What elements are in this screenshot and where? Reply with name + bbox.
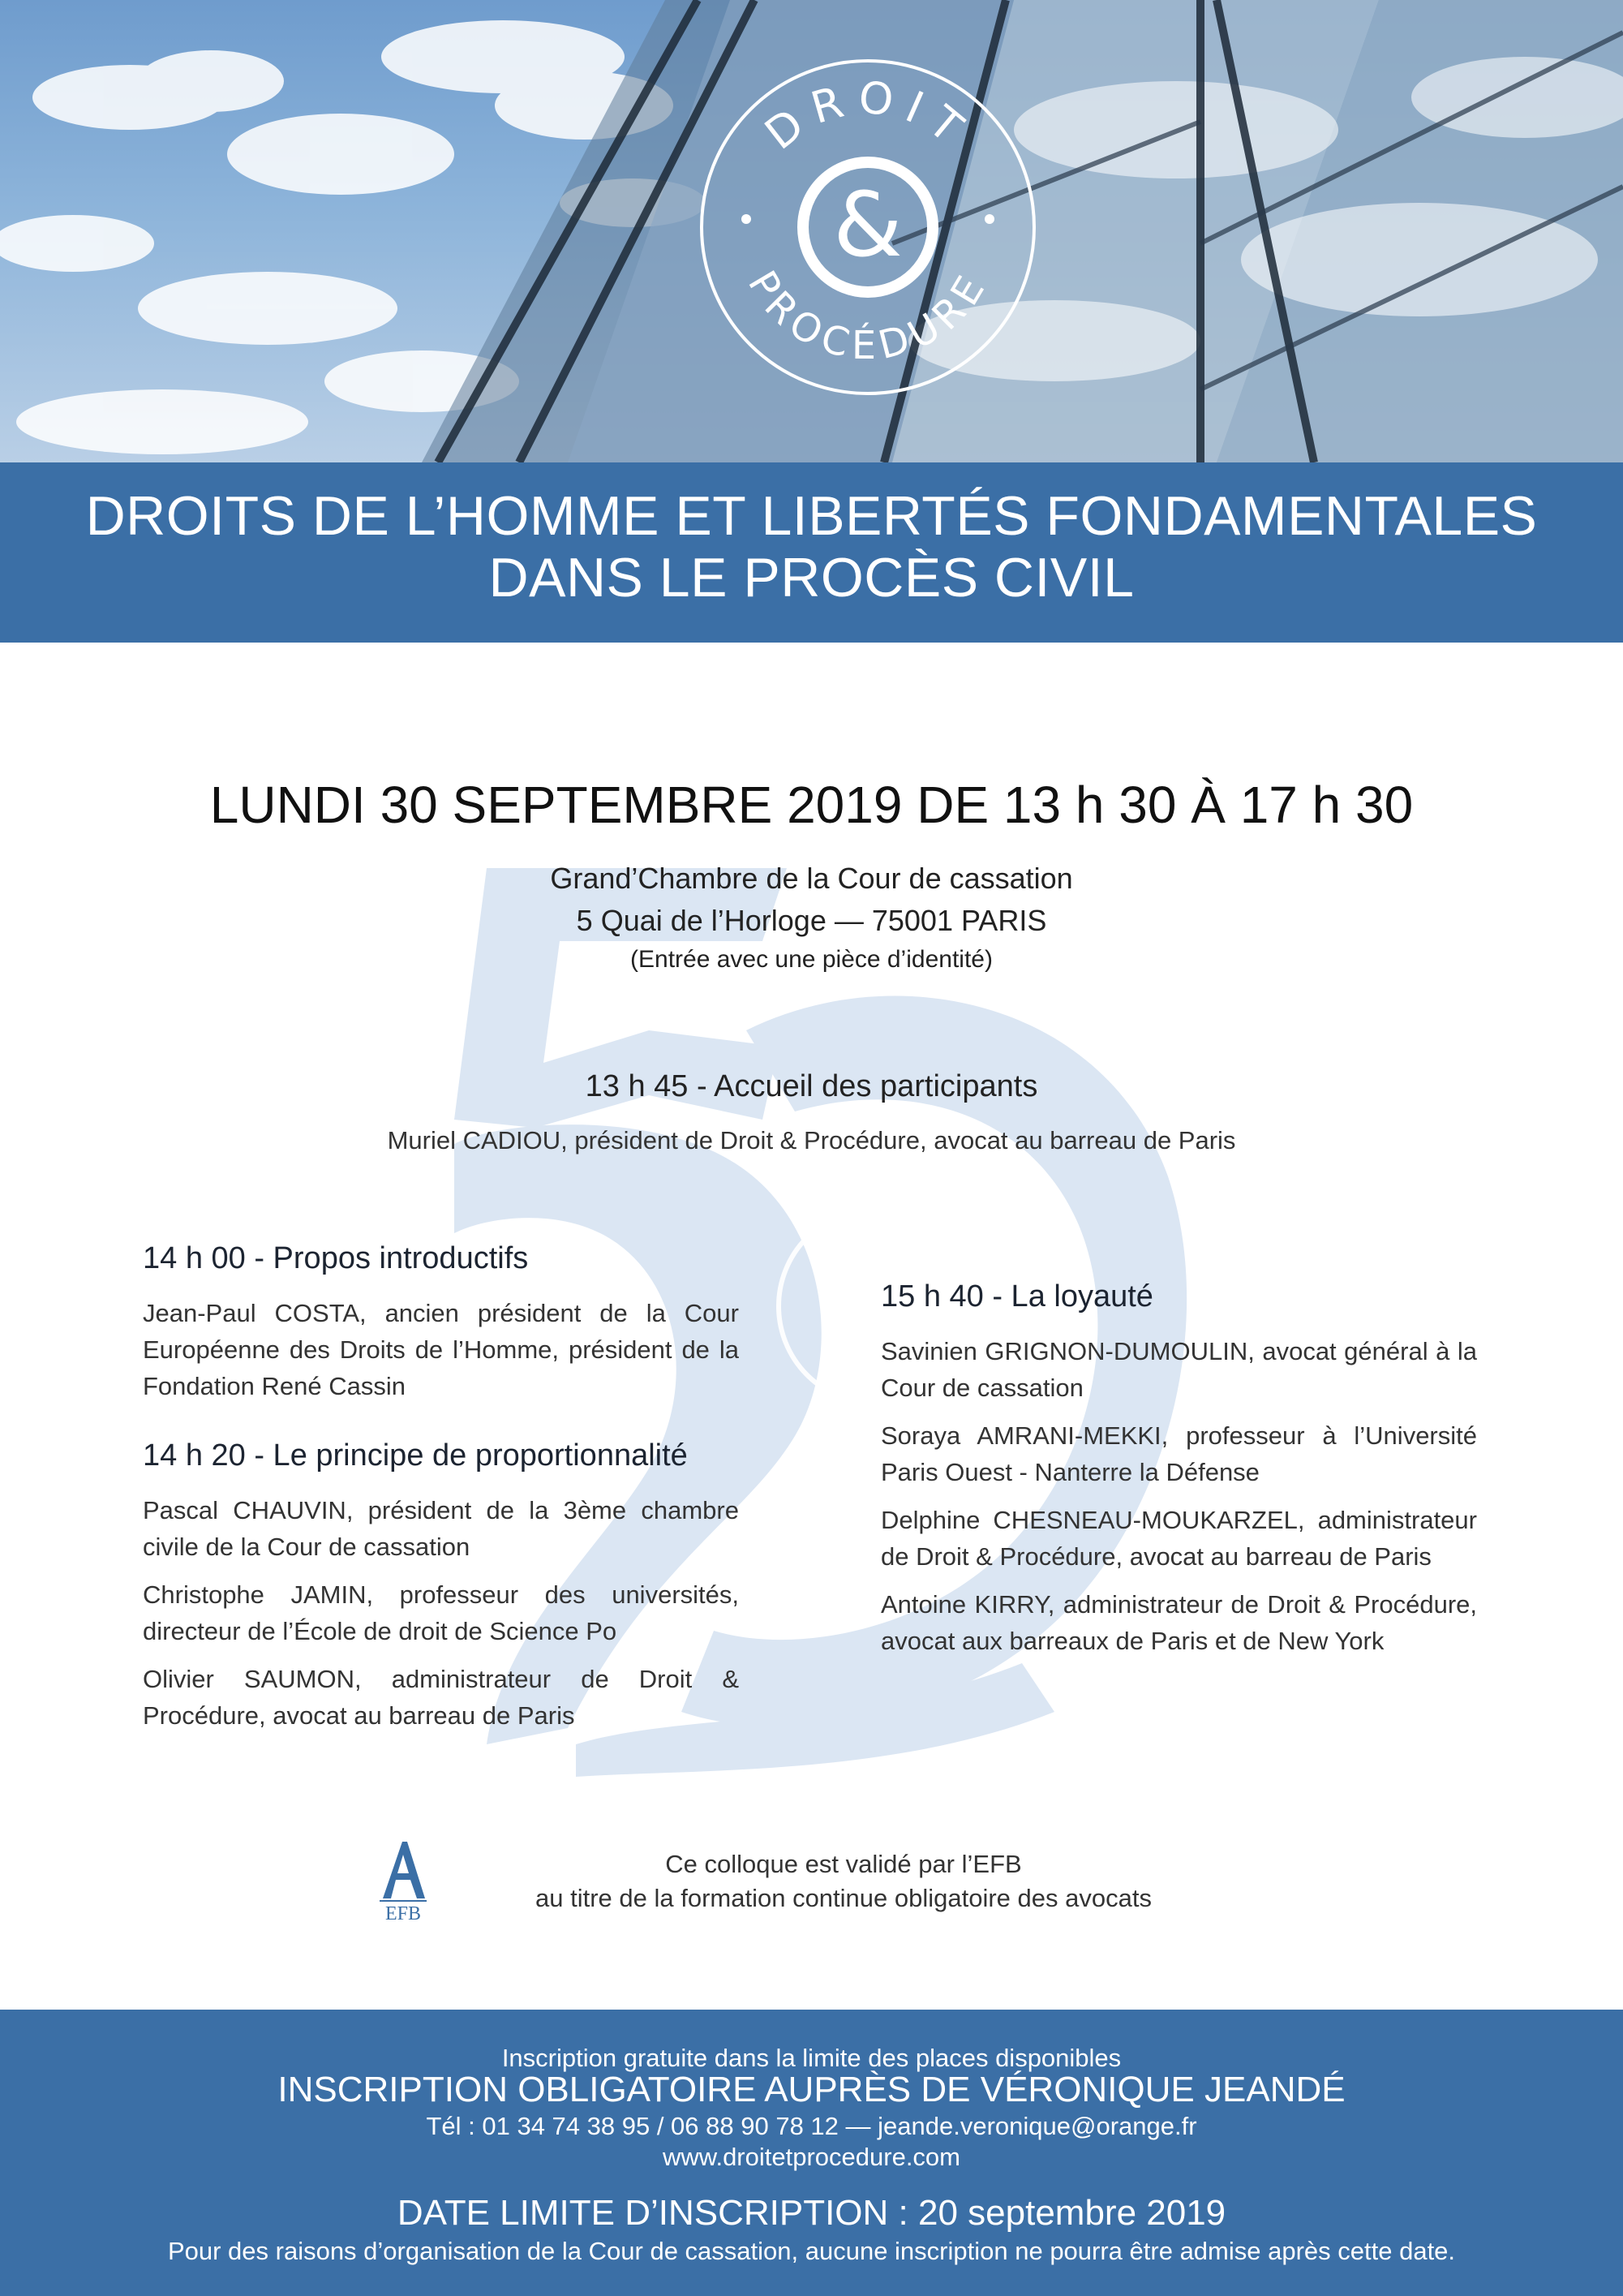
program-left-column (143, 1240, 739, 1745)
speaker-entry: Pascal CHAUVIN, président de la 3ème chambre civile de la Cour de cassation (143, 1496, 739, 1561)
logo-top-word: DROIT (755, 71, 981, 161)
droit-procedure-logo (698, 57, 1038, 398)
efb-training-text: au titre de la formation continue obligatoire des avocats (535, 1884, 1152, 1912)
venue-address: 5 Quai de l’Horloge — 75001 PARIS (576, 904, 1047, 937)
speaker-entry: Christophe JAMIN, professeur des universités, directeur de l’École de droit de Science Po (143, 1580, 739, 1645)
contact-line: Tél : 01 34 74 38 95 / 06 88 90 78 12 — jeande.veronique@orange.fr (426, 2112, 1197, 2140)
event-date: LUNDI 30 SEPTEMBRE 2019 DE 13 h 30 À 17 h 30 (209, 776, 1414, 834)
logo-ampersand: & (833, 173, 903, 277)
venue-note: (Entrée avec une pièce d’identité) (630, 946, 993, 973)
title-line-1: DROITS DE L’HOMME ET LIBERTÉS FONDAMENTALES (85, 485, 1538, 547)
title-line-2: DANS LE PROCÈS CIVIL (488, 547, 1135, 608)
registration-footer (0, 2010, 1623, 2296)
efb-logo (375, 1835, 432, 1924)
efb-logo-text: EFB (384, 1903, 422, 1924)
deadline-note: Pour des raisons d’organisation de la Cour de cassation, aucune inscription ne pourra être admise après cette date. (167, 2237, 1456, 2265)
website-link[interactable]: www.droitetprocedure.com (663, 2143, 960, 2171)
speaker-entry: Delphine CHESNEAU-MOUKARZEL, administrateur de Droit & Procédure, avocat au barreau de Paris (881, 1506, 1477, 1571)
speaker-entry: Savinien GRIGNON-DUMOULIN, avocat général à la Cour de cassation (881, 1337, 1477, 1402)
speaker-entry: Antoine KIRRY, administrateur de Droit & Procédure, avocat aux barreaux de Paris et de New York (881, 1590, 1477, 1655)
speaker-entry: Soraya AMRANI-MEKKI, professeur à l’Université Paris Ouest - Nanterre la Défense (881, 1421, 1477, 1486)
speaker-entry: Olivier SAUMON, administrateur de Droit & Procédure, avocat au barreau de Paris (143, 1665, 739, 1730)
welcome-speaker: Muriel CADIOU, président de Droit & Procédure, avocat au barreau de Paris (387, 1126, 1236, 1154)
svg-text:DROIT (755, 71, 981, 160)
title-band (0, 462, 1623, 643)
efb-validation-text: Ce colloque est validé par l’EFB (665, 1850, 1022, 1878)
svg-text:PROCÉDURE (739, 263, 997, 368)
logo-bottom-word: PROCÉDURE (739, 263, 998, 369)
free-registration-note: Inscription gratuite dans la limite des places disponibles (501, 2044, 1122, 2072)
session-title: 14 h 00 - Propos introductifs (143, 1241, 529, 1275)
venue-name: Grand’Chambre de la Cour de cassation (550, 862, 1073, 895)
session-title: 14 h 20 - Le principe de proportionnalité (143, 1438, 688, 1473)
session-title: 15 h 40 - La loyauté (881, 1279, 1153, 1314)
hero-image (0, 0, 1623, 462)
speaker-entry: Jean-Paul COSTA, ancien président de la Cour Européenne des Droits de l’Homme, président de la Fondation René Cassin (143, 1299, 739, 1400)
deadline-heading: DATE LIMITE D’INSCRIPTION : 20 septembre 2019 (397, 2193, 1226, 2233)
registration-required-heading: INSCRIPTION OBLIGATOIRE AUPRÈS DE VÉRONIQUE JEANDÉ (277, 2070, 1346, 2109)
welcome-session-title: 13 h 45 - Accueil des participants (585, 1069, 1038, 1103)
program-right-column (881, 1278, 1477, 1670)
